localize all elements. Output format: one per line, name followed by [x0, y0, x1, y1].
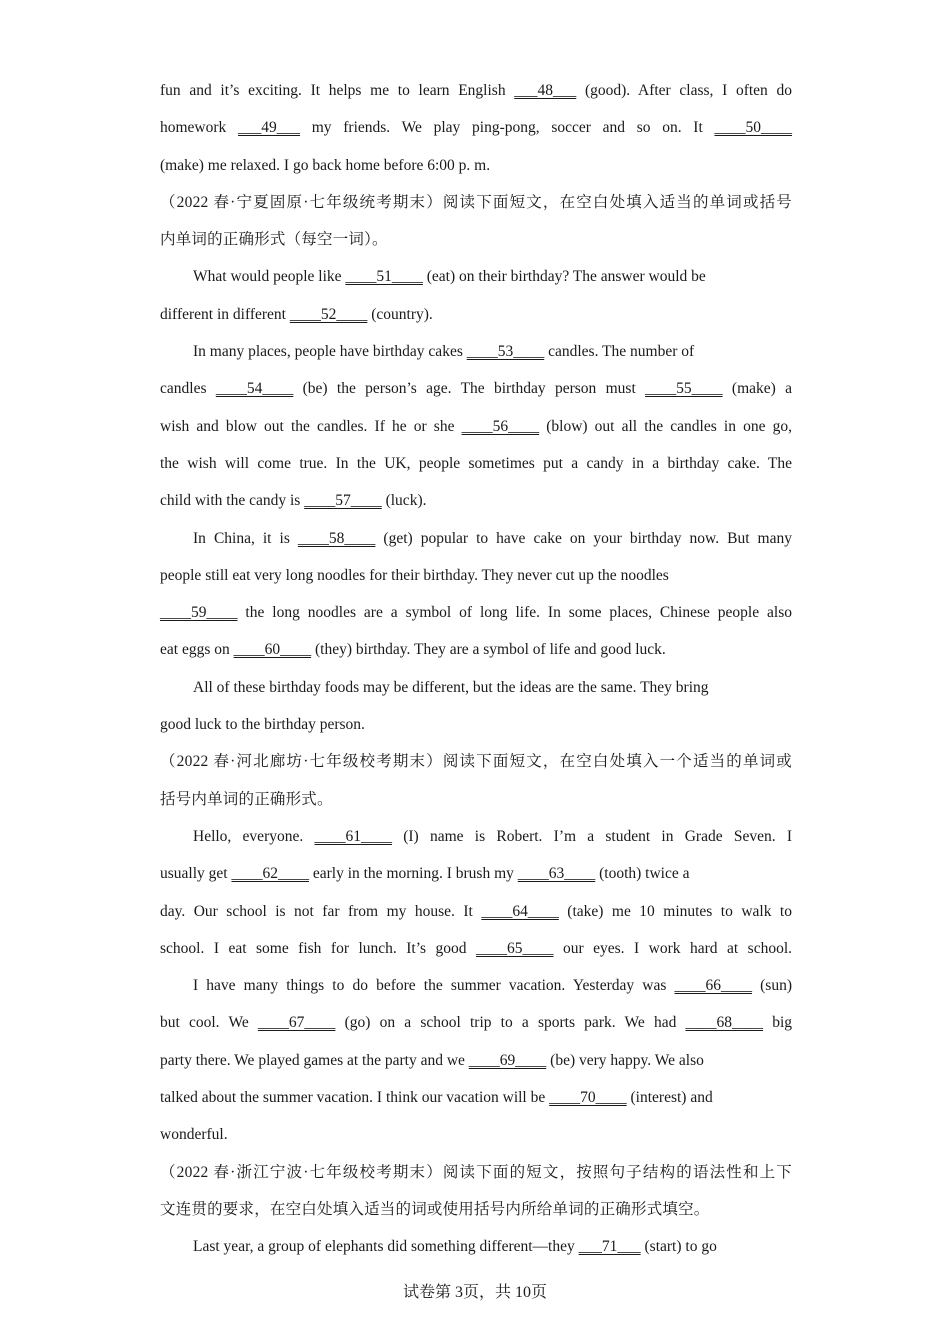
answer-blank[interactable]: ___49___	[238, 119, 301, 137]
text-segment: (make) a	[722, 380, 793, 398]
passage-line	[160, 855, 792, 892]
text-segment: the wish will come true. In the UK, people sometimes put a candy in a birthday cake. The	[160, 454, 792, 472]
text-segment: (good). After class, I often do	[576, 82, 792, 99]
answer-blank[interactable]: ____59____	[160, 604, 238, 622]
passage-line	[160, 631, 792, 668]
text-segment: my friends. We play ping-pong, soccer and so on. It	[300, 119, 715, 137]
text-segment: （2022 春·宁夏固原·七年级统考期末）阅读下面短文，在空白处填入适当的单词或括号	[160, 193, 792, 211]
text-segment: What would people like	[193, 268, 346, 286]
passage-line	[160, 72, 792, 109]
text-segment: (get) popular to have cake on your birthday now. But many	[375, 529, 792, 547]
passage-line	[160, 669, 792, 706]
text-segment: but cool. We	[160, 1014, 258, 1032]
text-segment: (they) birthday. They are a symbol of life and good luck.	[311, 641, 666, 659]
text-segment: (country).	[367, 305, 433, 323]
section-instruction-line	[160, 1154, 792, 1191]
passage-line	[160, 520, 792, 557]
section-instruction-line	[160, 1191, 792, 1228]
text-segment: 括号内单词的正确形式。	[160, 790, 333, 808]
answer-blank[interactable]: ____52____	[289, 305, 368, 323]
passage-line	[160, 408, 792, 445]
text-segment: people still eat very long noodles for their birthday. They never cut up the noodles	[160, 566, 669, 584]
text-segment: homework	[160, 119, 239, 137]
text-segment: child with the candy is	[160, 492, 305, 510]
text-segment: wish and blow out the candles. If he or she	[160, 417, 462, 435]
passage-line	[160, 1079, 792, 1116]
answer-blank[interactable]: ____68____	[685, 1014, 764, 1032]
passage-line	[160, 1228, 792, 1265]
answer-blank[interactable]: ____69____	[468, 1051, 547, 1069]
passage-line	[160, 1004, 792, 1041]
passage-line	[160, 333, 792, 370]
answer-blank[interactable]: ___71___	[578, 1238, 641, 1256]
text-segment: (eat) on their birthday? The answer would be	[422, 268, 706, 286]
text-segment: (be) the person’s age. The birthday person must	[293, 380, 646, 398]
text-segment: 内单词的正确形式（每空一词）。	[160, 231, 388, 249]
answer-blank[interactable]: ____60____	[233, 641, 312, 659]
text-segment: 文连贯的要求，在空白处填入适当的词或使用括号内所给单词的正确形式填空。	[160, 1200, 710, 1218]
text-segment: eat eggs on	[160, 641, 234, 659]
text-segment: candles	[160, 380, 216, 398]
text-segment: our eyes. I work hard at school.	[553, 939, 793, 957]
passage-line	[160, 109, 792, 146]
passage-line	[160, 557, 792, 594]
answer-blank[interactable]: ____56____	[461, 417, 540, 435]
section-instruction-line	[160, 743, 792, 780]
text-segment: (tooth) twice a	[595, 865, 690, 883]
text-segment: early in the morning. I brush my	[308, 865, 518, 883]
answer-blank[interactable]: ____67____	[257, 1014, 336, 1032]
passage-line	[160, 1116, 792, 1153]
section-instruction-line	[160, 781, 792, 818]
answer-blank[interactable]: ____50____	[714, 119, 792, 137]
passage-line	[160, 258, 792, 295]
text-segment: party there. We played games at the party and we	[160, 1051, 469, 1069]
text-segment: candles. The number of	[544, 343, 695, 361]
text-segment: day. Our school is not far from my house. It	[160, 902, 482, 920]
answer-blank[interactable]: ____62____	[231, 865, 309, 883]
answer-blank[interactable]: ____53____	[466, 343, 545, 361]
text-segment: (start) to go	[640, 1238, 717, 1256]
text-segment: （2022 春·河北廊坊·七年级校考期末）阅读下面短文，在空白处填入一个适当的单词或	[160, 753, 792, 771]
passage-line	[160, 967, 792, 1004]
text-segment: (be) very happy. We also	[546, 1051, 704, 1069]
text-segment: In China, it is	[193, 529, 298, 547]
text-segment: （2022 春·浙江宁波·七年级校考期末）阅读下面的短文，按照句子结构的语法性和上下	[160, 1163, 792, 1181]
passage-line	[160, 482, 792, 519]
passage-line	[160, 930, 792, 967]
passage-line	[160, 818, 792, 855]
answer-blank[interactable]: ____64____	[481, 902, 559, 920]
answer-blank[interactable]: ____61____	[314, 827, 392, 845]
text-segment: the long noodles are a symbol of long life. In some places, Chinese people also	[237, 604, 792, 622]
page-footer: 试卷第 3页，共 10页	[402, 1284, 547, 1301]
text-segment: In many places, people have birthday cakes	[193, 343, 467, 361]
answer-blank[interactable]: ____51____	[345, 268, 423, 286]
answer-blank[interactable]: ____63____	[517, 865, 596, 883]
passage-line	[160, 370, 792, 407]
text-segment: big	[763, 1014, 793, 1032]
answer-blank[interactable]: ____66____	[674, 977, 753, 995]
answer-blank[interactable]: ____57____	[304, 492, 382, 510]
text-segment: (take) me 10 minutes to walk to	[558, 902, 792, 920]
passage-line	[160, 594, 792, 631]
text-segment: talked about the summer vacation. I think our vacation will be	[160, 1089, 550, 1107]
section-instruction-line	[160, 221, 792, 258]
text-segment: (sun)	[752, 977, 793, 995]
passage-line	[160, 147, 792, 184]
passage-text	[160, 72, 792, 1266]
passage-line	[160, 445, 792, 482]
answer-blank[interactable]: ____54____	[215, 380, 294, 398]
passage-line	[160, 296, 792, 333]
answer-blank[interactable]: ____65____	[476, 939, 554, 957]
passage-line	[160, 1042, 792, 1079]
text-segment: Last year, a group of elephants did something different—they	[193, 1238, 579, 1256]
answer-blank[interactable]: ___48___	[514, 82, 577, 99]
text-segment: (interest) and	[626, 1089, 713, 1107]
section-instruction-line	[160, 184, 792, 221]
text-segment: usually get	[160, 865, 232, 883]
text-segment: different in different	[160, 305, 290, 323]
answer-blank[interactable]: ____70____	[549, 1089, 627, 1107]
passage-line	[160, 706, 792, 743]
text-segment: All of these birthday foods may be different, but the ideas are the same. They bring	[193, 678, 709, 696]
text-segment: fun and it’s exciting. It helps me to learn English	[160, 82, 515, 99]
text-segment: (make) me relaxed. I go back home before 6:00 p. m.	[160, 156, 491, 174]
text-segment: (I) name is Robert. I’m a student in Grade Seven. I	[391, 827, 792, 845]
text-segment: (luck).	[381, 492, 427, 510]
text-segment: school. I eat some fish for lunch. It’s good	[160, 939, 477, 957]
text-segment: (blow) out all the candles in one go,	[539, 417, 792, 435]
passage-line	[160, 893, 792, 930]
text-segment: Hello, everyone.	[193, 827, 315, 845]
answer-blank[interactable]: ____58____	[297, 529, 376, 547]
answer-blank[interactable]: ____55____	[645, 380, 723, 398]
text-segment: (go) on a school trip to a sports park. We had	[335, 1014, 686, 1032]
text-segment: wonderful.	[160, 1126, 228, 1144]
text-segment: good luck to the birthday person.	[160, 716, 365, 734]
text-segment: I have many things to do before the summer vacation. Yesterday was	[193, 977, 675, 995]
